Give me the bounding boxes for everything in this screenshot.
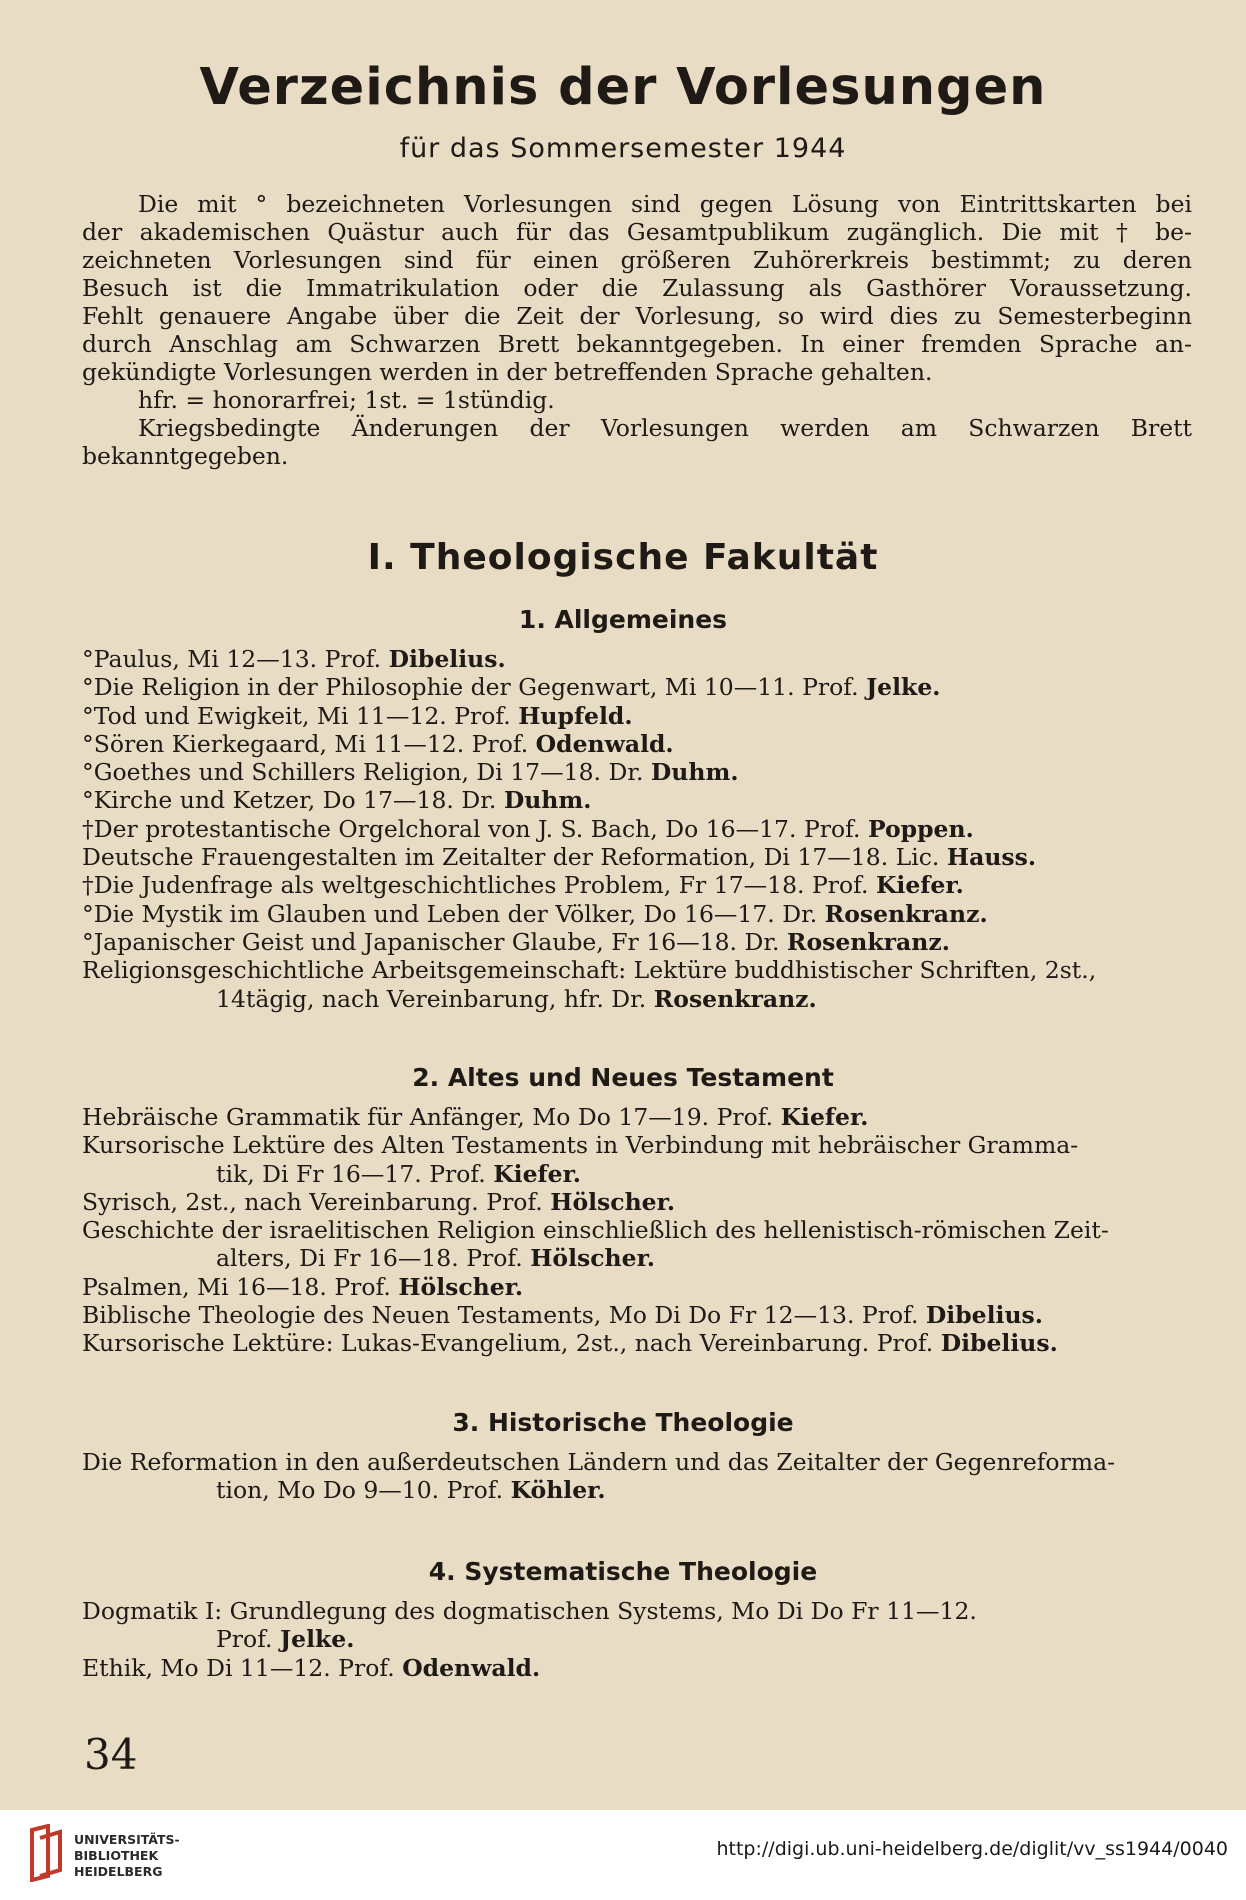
intro-line: Die mit ° bezeichneten Vorlesungen sind gegen Lösung von Eintrittskarten bei <box>138 190 1192 218</box>
lecture-entry-line <box>82 702 1192 730</box>
section-allgemeines <box>82 645 1192 1013</box>
lecture-entry-line <box>82 871 1192 899</box>
lecturer-name: Rosenkranz. <box>824 899 988 928</box>
lecturer-name: Hölscher. <box>530 1244 655 1273</box>
lecture-entry-line <box>82 900 1192 928</box>
lecture-text: tik, Di Fr 16—17. Prof. <box>216 1159 494 1188</box>
lecture-text: °Sören Kierkegaard, Mi 11—12. Prof. <box>82 729 536 758</box>
lecturer-name: Rosenkranz. <box>786 927 950 956</box>
lecturer-name: Kiefer. <box>493 1159 581 1188</box>
intro-line: der akademischen Quästur auch für das Gesamtpublikum zugänglich. Die mit † be- <box>82 218 1192 246</box>
page-title: Verzeichnis der Vorlesungen <box>199 58 1047 117</box>
lecture-text: †Die Judenfrage als weltgeschichtliches Problem, Fr 17—18. Prof. <box>82 871 876 900</box>
lecture-entry-line <box>82 1216 1192 1244</box>
lecturer-name: Kiefer. <box>876 871 964 900</box>
intro-line: bekanntgegeben. <box>82 442 289 470</box>
source-url-link[interactable]: http://digi.ub.uni-heidelberg.de/diglit/vv_ss1944/0040 <box>716 1838 1228 1860</box>
lecture-entry-line <box>82 1654 1192 1682</box>
lecture-entry-line <box>82 1448 1192 1476</box>
lecturer-name: Jelke. <box>280 1625 355 1654</box>
lecturer-name: Dibelius. <box>940 1329 1058 1358</box>
lecture-entry-line <box>82 730 1192 758</box>
library-name-line: UNIVERSITÄTS- <box>74 1832 180 1847</box>
lecturer-name: Dibelius. <box>925 1301 1043 1330</box>
lecturer-name: Köhler. <box>510 1476 606 1505</box>
page-subtitle: für das Sommersemester 1944 <box>399 133 847 164</box>
section-altes-neues-testament <box>82 1103 1192 1358</box>
section-heading-systematische-theologie: 4. Systematische Theologie <box>428 1557 818 1586</box>
lecture-text: Syrisch, 2st., nach Vereinbarung. Prof. <box>82 1187 551 1216</box>
library-name-line: HEIDELBERG <box>74 1864 163 1879</box>
lecturer-name: Jelke. <box>866 673 941 702</box>
lecturer-name: Odenwald. <box>535 729 674 758</box>
library-name-line: BIBLIOTHEK <box>74 1848 159 1863</box>
intro-line: zeichneten Vorlesungen sind für einen größeren Zuhörerkreis bestimmt; zu deren <box>82 246 1192 274</box>
lecture-entry-line <box>82 1625 1192 1653</box>
lecture-entry-line <box>82 1273 1192 1301</box>
lecture-entry-line <box>82 1244 1192 1272</box>
lecture-text: Deutsche Frauengestalten im Zeitalter der Reformation, Di 17—18. Lic. <box>82 843 947 872</box>
intro-line: Fehlt genauere Angabe über die Zeit der Vorlesung, so wird dies zu Semesterbeginn <box>82 302 1192 330</box>
intro-line: Kriegsbedingte Änderungen der Vorlesungen werden am Schwarzen Brett <box>138 414 1192 442</box>
lecture-entry-line <box>82 1160 1192 1188</box>
lecturer-name: Hauss. <box>946 843 1037 872</box>
lecture-entry-line <box>82 1103 1192 1131</box>
library-logo-icon <box>28 1824 66 1886</box>
lecture-entry-line <box>82 1131 1192 1159</box>
lecture-text: alters, Di Fr 16—18. Prof. <box>216 1244 531 1273</box>
lecture-entry-line <box>82 1329 1192 1357</box>
lecture-text: Ethik, Mo Di 11—12. Prof. <box>82 1653 403 1682</box>
library-name <box>74 1832 180 1880</box>
section-heading-historische-theologie: 3. Historische Theologie <box>452 1408 794 1437</box>
library-logo-svg <box>28 1824 66 1882</box>
faculty-heading: I. Theologische Fakultät <box>367 537 879 578</box>
intro-line: gekündigte Vorlesungen werden in der betreffenden Sprache gehalten. <box>82 358 933 386</box>
section-heading-altes-neues-testament: 2. Altes und Neues Testament <box>412 1063 834 1092</box>
lecture-text: °Japanischer Geist und Japanischer Glaube, Fr 16—18. Dr. <box>82 927 787 956</box>
intro-paragraph <box>82 190 1192 470</box>
lecture-entry-line <box>82 758 1192 786</box>
lecture-entry-line <box>82 645 1192 673</box>
lecturer-name: Poppen. <box>867 814 974 843</box>
page-number: 34 <box>84 1730 138 1779</box>
intro-line: hfr. = honorarfrei; 1st. = 1stündig. <box>138 386 555 414</box>
lecture-text: 14tägig, nach Vereinbarung, hfr. Dr. <box>216 984 654 1013</box>
section-historische-theologie <box>82 1448 1192 1505</box>
lecture-text: °Tod und Ewigkeit, Mi 11—12. Prof. <box>82 701 519 730</box>
lecture-text: °Goethes und Schillers Religion, Di 17—18. Dr. <box>82 758 651 787</box>
lecturer-name: Duhm. <box>650 758 739 787</box>
lecture-text: Dogmatik I: Grundlegung des dogmatischen Systems, Mo Di Do Fr 11—12. <box>82 1597 977 1625</box>
lecture-text: Psalmen, Mi 16—18. Prof. <box>82 1272 399 1301</box>
lecture-entry-line <box>82 673 1192 701</box>
lecture-text: Biblische Theologie des Neuen Testaments, Mo Di Do Fr 12—13. Prof. <box>82 1301 926 1330</box>
lecture-entry-line <box>82 843 1192 871</box>
section-systematische-theologie <box>82 1597 1192 1682</box>
intro-line: Besuch ist die Immatrikulation oder die Zulassung als Gasthörer Voraussetzung. <box>82 274 1192 302</box>
lecture-entry-line <box>82 815 1192 843</box>
lecture-entry-line <box>82 956 1192 984</box>
lecturer-name: Hölscher. <box>550 1187 676 1216</box>
lecture-text: Kursorische Lektüre: Lukas-Evangelium, 2st., nach Vereinbarung. Prof. <box>82 1329 941 1358</box>
lecture-entry-line <box>82 1301 1192 1329</box>
lecturer-name: Odenwald. <box>402 1653 541 1682</box>
lecture-text: Prof. <box>216 1625 280 1654</box>
lecture-text: Geschichte der israelitischen Religion einschließlich des hellenistisch-römischen Zeit- <box>82 1216 1109 1245</box>
lecture-text: Hebräische Grammatik für Anfänger, Mo Do 17—19. Prof. <box>82 1103 781 1131</box>
lecture-text: °Die Mystik im Glauben und Leben der Völker, Do 16—17. Dr. <box>82 899 825 928</box>
lecture-text: Kursorische Lektüre des Alten Testaments in Verbindung mit hebräischer Gramma- <box>82 1131 1079 1160</box>
lecture-entry-line <box>82 985 1192 1013</box>
lecture-text: Religionsgeschichtliche Arbeitsgemeinschaft: Lektüre buddhistischer Schriften, 2st., <box>82 956 1097 985</box>
lecture-text: tion, Mo Do 9—10. Prof. <box>216 1476 511 1505</box>
lecture-text: †Der protestantische Orgelchoral von J. S. Bach, Do 16—17. Prof. <box>82 814 868 843</box>
lecturer-name: Rosenkranz. <box>653 984 817 1013</box>
lecture-text: °Paulus, Mi 12—13. Prof. <box>82 645 389 673</box>
lecture-entry-line <box>82 1188 1192 1216</box>
lecturer-name: Hupfeld. <box>518 701 633 730</box>
lecture-entry-line <box>82 786 1192 814</box>
section-heading-allgemeines: 1. Allgemeines <box>518 605 728 634</box>
lecture-text: °Kirche und Ketzer, Do 17—18. Dr. <box>82 786 504 815</box>
lecture-text: °Die Religion in der Philosophie der Gegenwart, Mi 10—11. Prof. <box>82 673 867 702</box>
intro-line: durch Anschlag am Schwarzen Brett bekanntgegeben. In einer fremden Sprache an- <box>82 330 1192 358</box>
lecturer-name: Kiefer. <box>780 1103 869 1131</box>
lecture-entry-line <box>82 928 1192 956</box>
lecturer-name: Hölscher. <box>398 1272 524 1301</box>
lecturer-name: Dibelius. <box>388 645 506 673</box>
footer-bar <box>0 1810 1246 1900</box>
lecture-entry-line <box>82 1597 1192 1625</box>
lecturer-name: Duhm. <box>503 786 592 815</box>
lecture-entry-line <box>82 1476 1192 1504</box>
lecture-text: Die Reformation in den außerdeutschen Ländern und das Zeitalter der Gegenreforma- <box>82 1448 1116 1476</box>
